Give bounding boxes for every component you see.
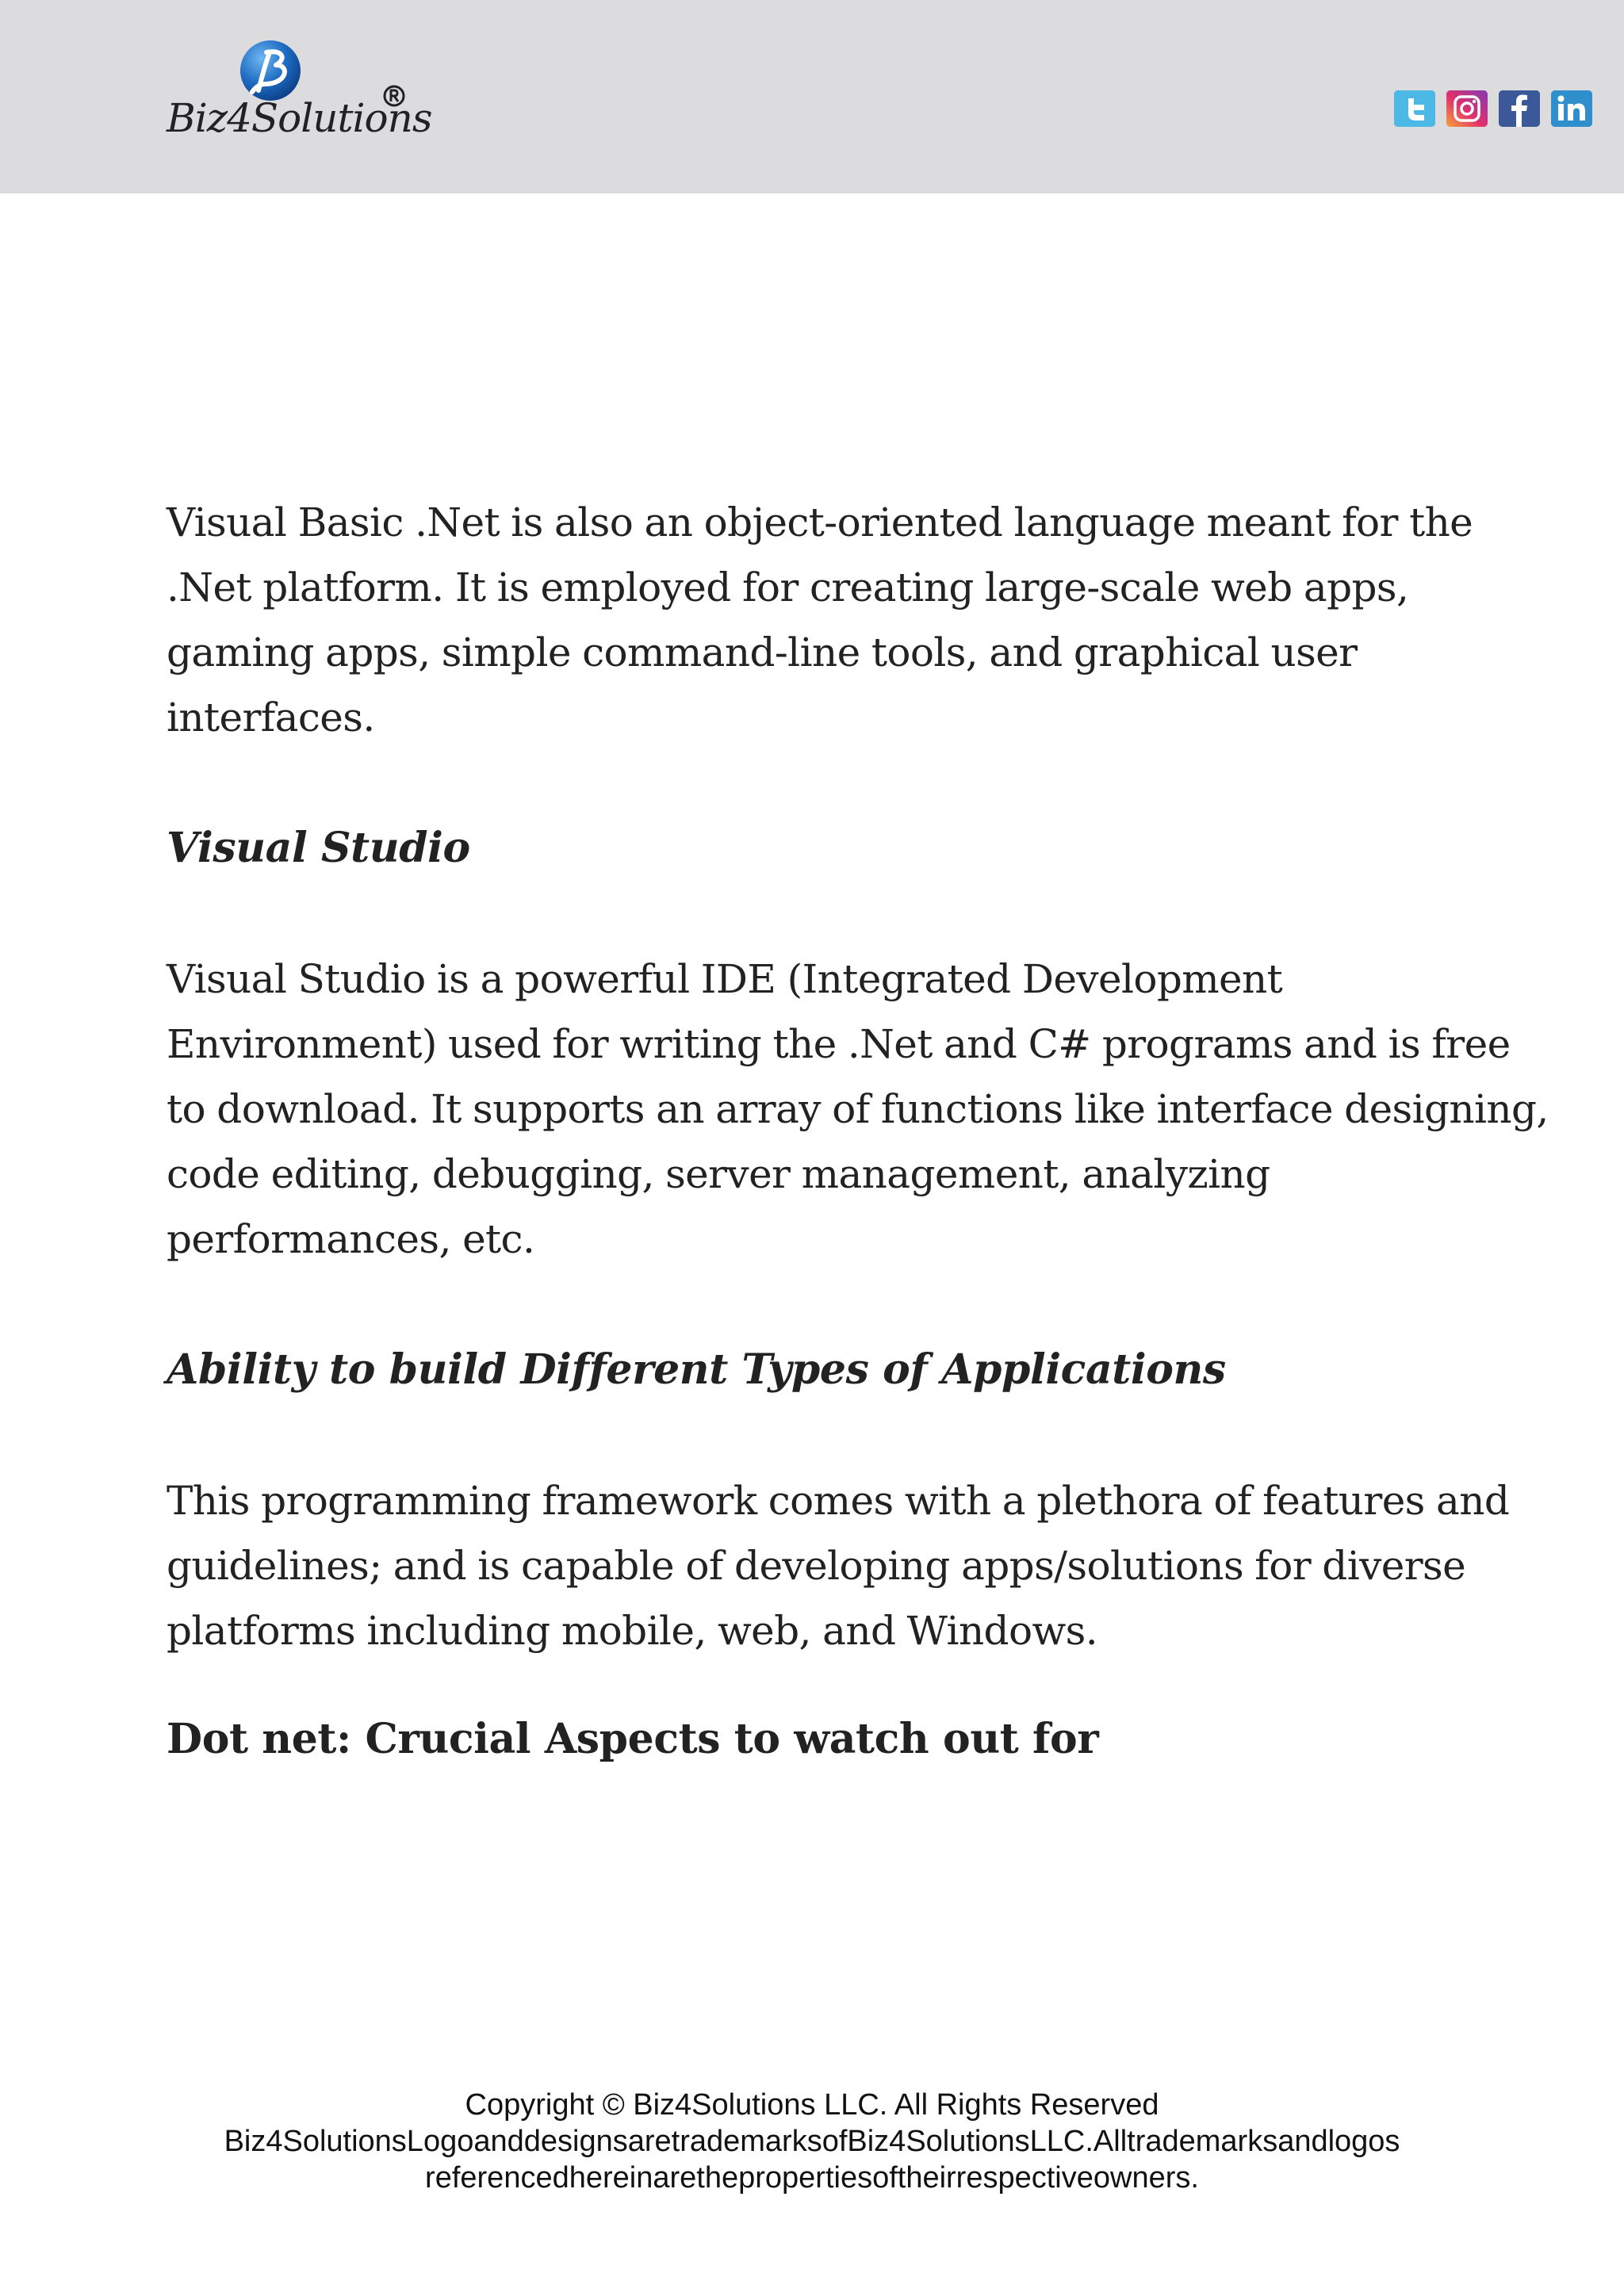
section-heading-crucial-aspects: Dot net: Crucial Aspects to watch out for — [167, 1715, 1099, 1763]
paragraph-visual-studio: Visual Studio is a powerful IDE (Integrated Development Environment) used for writing the .Net and C# programs and is free to download. It supports an array of functions like interface designing, code editing, debugging, server management, analyzing performances, etc. — [167, 956, 1549, 1262]
social-links — [1394, 90, 1592, 127]
page-footer — [0, 2087, 1624, 2196]
trademark-text-line-2: referencedhereinarethepropertiesoftheirrespectiveowners. — [425, 2161, 1199, 2195]
document-body — [167, 490, 1554, 1772]
twitter-icon[interactable] — [1394, 90, 1435, 127]
trademark-text-line-1: Biz4SolutionsLogoanddesignsaretrademarksofBiz4SolutionsLLC.Alltrademarksandlogos — [224, 2125, 1400, 2158]
subheading-application-types: Ability to build Different Types of Applications — [167, 1345, 1226, 1394]
paragraph-vb-net: Visual Basic .Net is also an object-oriented language meant for the .Net platform. It is employed for creating large-scale web apps, gaming apps, simple command-line tools, and graphical user interfaces. — [167, 499, 1473, 740]
brand-logo-text: Biz4Solutions — [167, 95, 432, 141]
biz4solutions-b-logo-icon — [238, 38, 303, 103]
registered-mark-icon — [382, 84, 406, 108]
facebook-icon[interactable] — [1499, 90, 1540, 127]
instagram-icon[interactable] — [1446, 90, 1488, 127]
brand-logo[interactable] — [167, 38, 432, 149]
linkedin-icon[interactable] — [1551, 90, 1592, 127]
subheading-visual-studio: Visual Studio — [167, 824, 470, 872]
paragraph-framework-features: This programming framework comes with a plethora of features and guidelines; and is capable of developing apps/solutions for diverse platforms including mobile, web, and Windows. — [167, 1478, 1510, 1654]
copyright-text: Copyright © Biz4Solutions LLC. All Rights Reserved — [465, 2088, 1159, 2122]
page-header — [0, 0, 1624, 193]
